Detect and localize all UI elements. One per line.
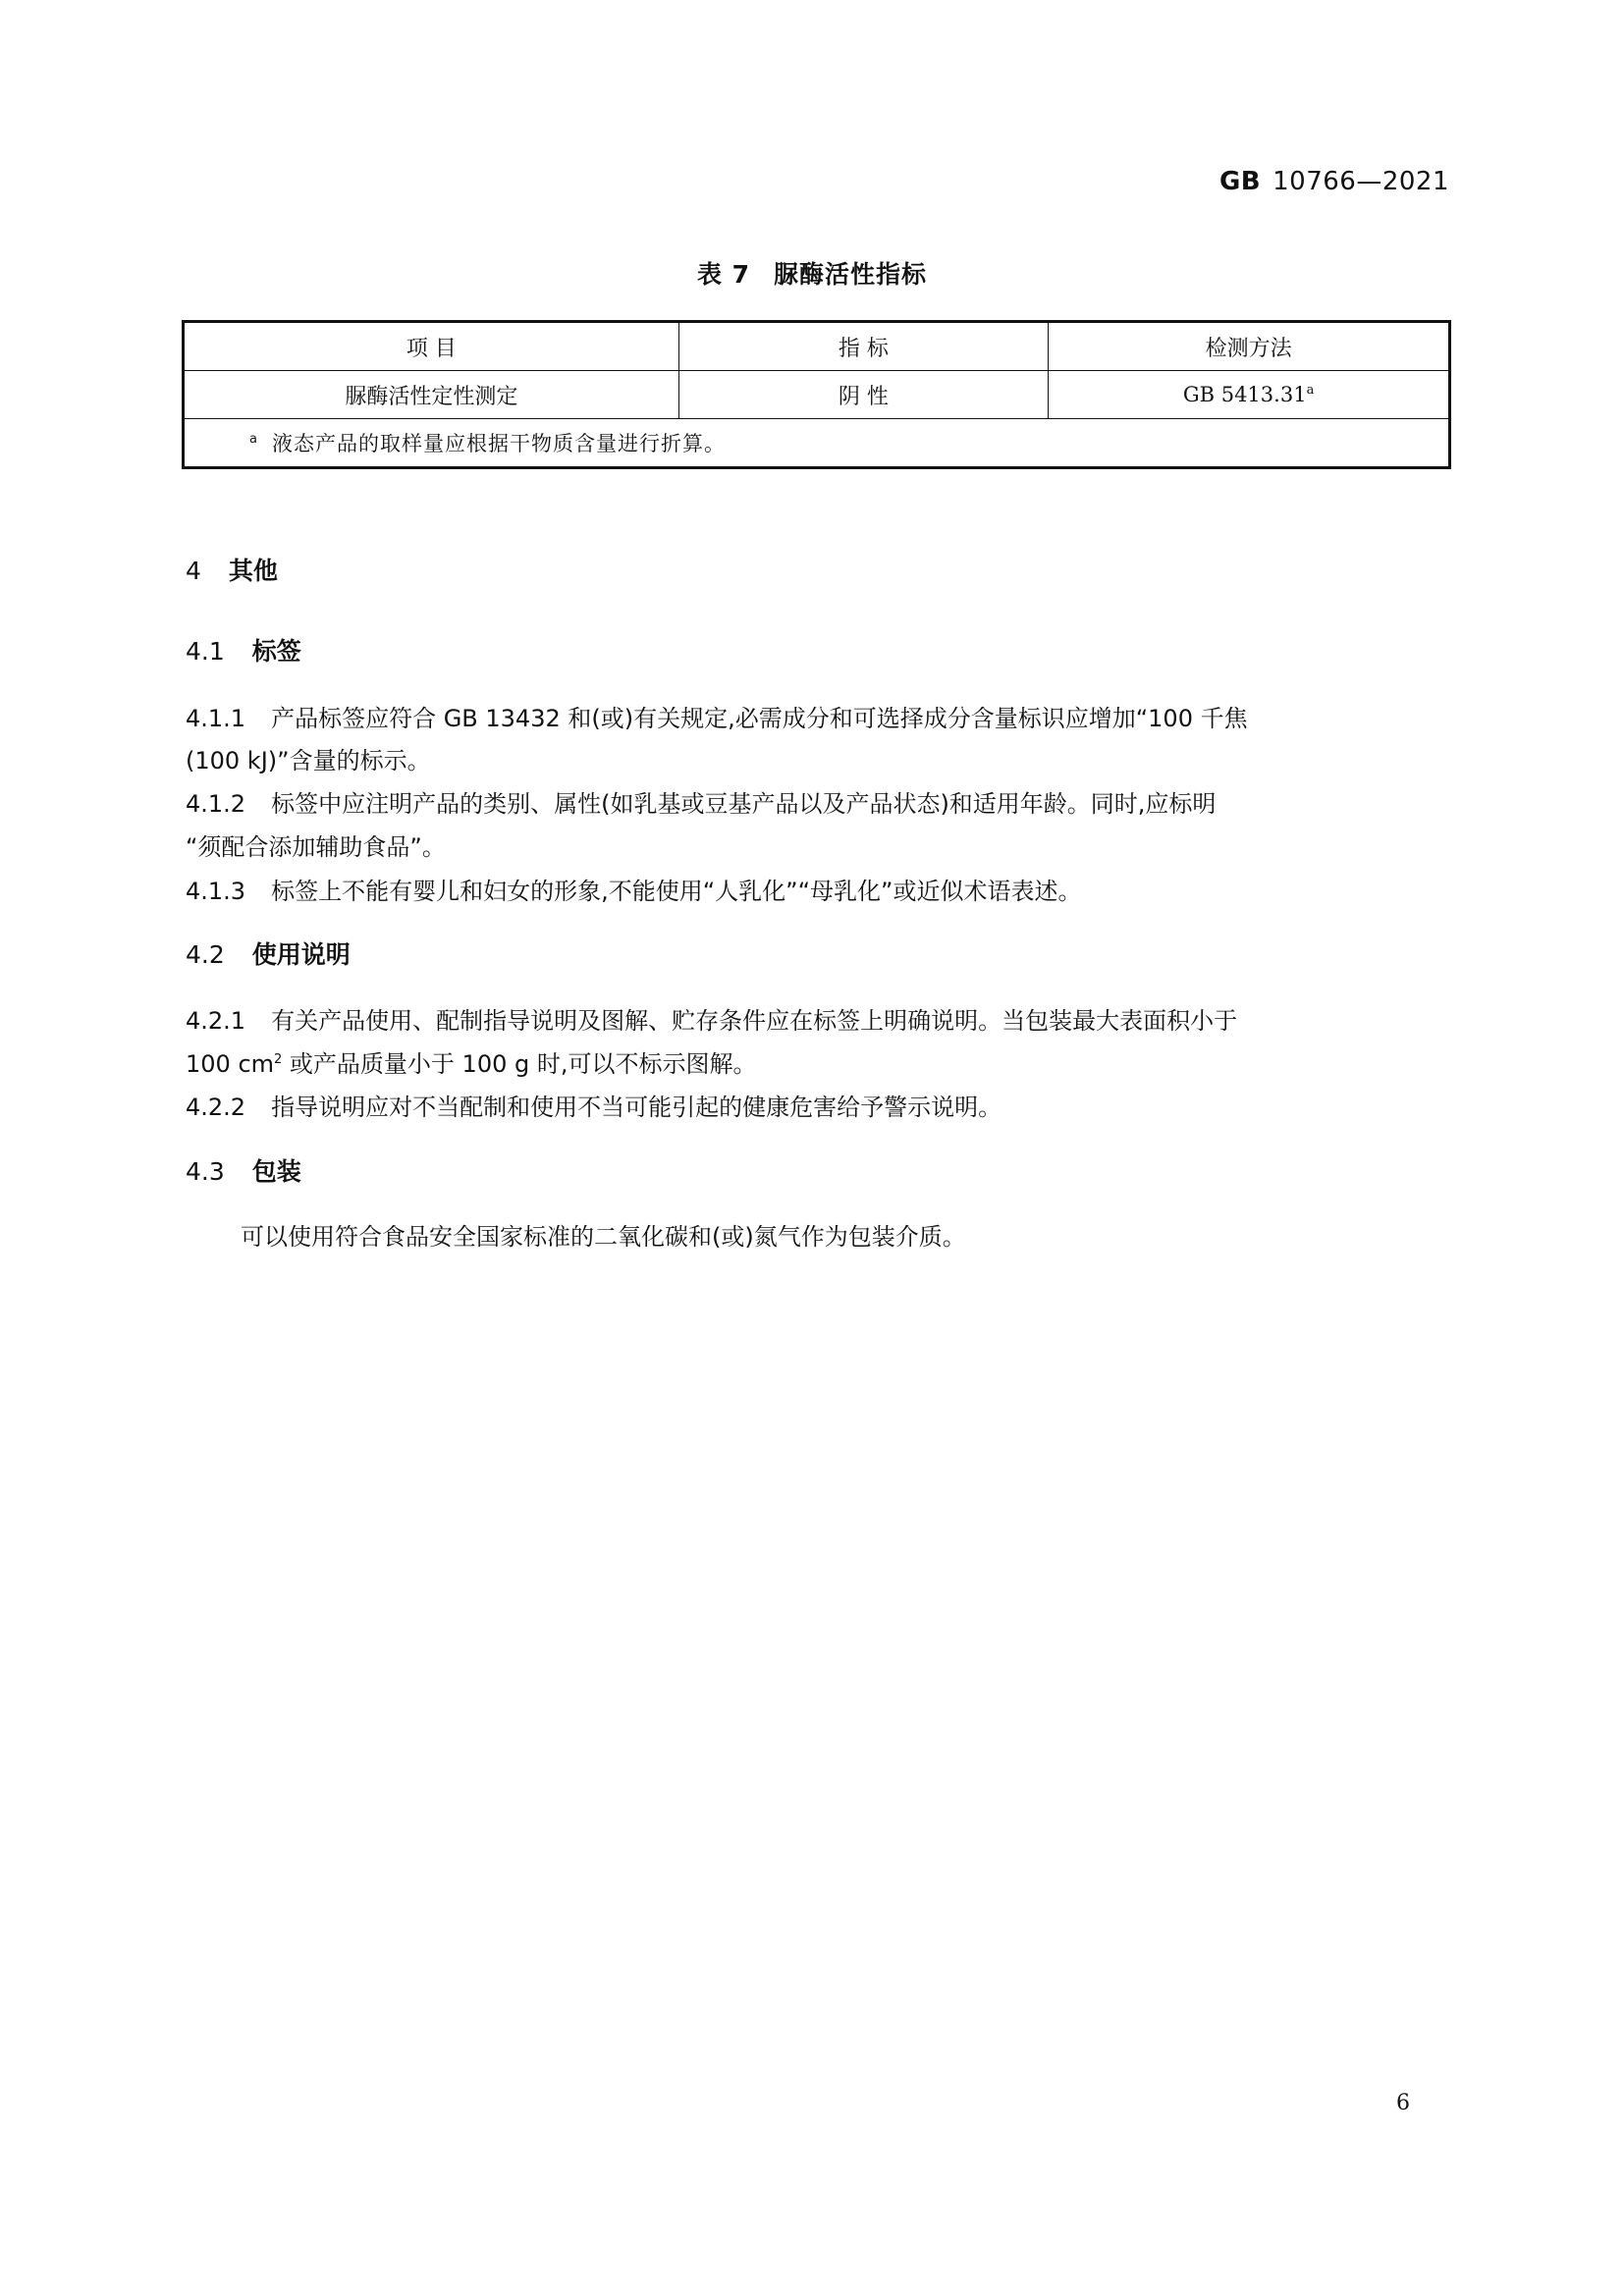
table-header-item: 项 目 xyxy=(184,322,679,371)
clause-number: 4.1.1 xyxy=(186,705,246,732)
clause-number: 4.1.2 xyxy=(186,790,246,818)
table-caption-title: 脲酶活性指标 xyxy=(774,260,928,289)
section-number: 4.2 xyxy=(186,940,225,969)
clause-4-2-2 xyxy=(186,1088,1001,1122)
standard-code xyxy=(1219,167,1449,196)
clause-4-3-text: 可以使用符合食品安全国家标准的二氧化碳和(或)氮气作为包装介质。 xyxy=(241,1223,966,1251)
section-title: 标签 xyxy=(251,637,301,666)
section-title: 使用说明 xyxy=(251,940,351,969)
clause-4-2-1 xyxy=(186,1001,1237,1036)
section-heading-4-1 xyxy=(186,632,301,667)
section-number: 4 xyxy=(186,557,201,585)
standard-number: 10766—2021 xyxy=(1272,167,1449,196)
table-cell-item: 脲酶活性定性测定 xyxy=(184,371,679,419)
clause-text: 指导说明应对不当配制和使用不当可能引起的健康危害给予警示说明。 xyxy=(271,1094,1002,1121)
section-number: 4.1 xyxy=(186,637,225,666)
table-footnote xyxy=(184,419,1450,468)
clause-4-1-2-continuation: “须配合添加辅助食品”。 xyxy=(186,833,446,861)
table-row xyxy=(184,371,1450,419)
clause-number: 4.2.1 xyxy=(186,1007,246,1035)
continuation-text: 100 cm xyxy=(186,1050,275,1078)
page-number: 6 xyxy=(1396,2091,1410,2115)
method-note-mark: a xyxy=(1306,383,1315,398)
clause-4-1-1 xyxy=(186,699,1248,733)
table-footnote-row xyxy=(184,419,1450,468)
table-cell-method xyxy=(1049,371,1450,419)
table-header-row xyxy=(184,322,1450,371)
table-header-index: 指 标 xyxy=(678,322,1049,371)
clause-4-2-1-continuation xyxy=(186,1044,756,1079)
unit-superscript: 2 xyxy=(274,1052,283,1067)
urease-activity-table xyxy=(182,320,1451,469)
section-heading-4-2 xyxy=(186,935,351,971)
table-cell-index: 阴 性 xyxy=(678,371,1049,419)
footnote-mark: a xyxy=(249,432,258,447)
table-header-method: 检测方法 xyxy=(1049,322,1450,371)
method-text: GB 5413.31 xyxy=(1182,383,1307,406)
section-heading-4 xyxy=(186,552,278,587)
clause-4-1-2 xyxy=(186,784,1216,819)
standard-prefix: GB xyxy=(1218,167,1262,196)
clause-text: 有关产品使用、配制指导说明及图解、贮存条件应在标签上明确说明。当包装最大表面积小于 xyxy=(271,1007,1238,1035)
clause-text: 标签中应注明产品的类别、属性(如乳基或豆基产品以及产品状态)和适用年龄。同时,应标明 xyxy=(271,790,1217,818)
section-heading-4-3 xyxy=(186,1152,301,1188)
clause-number: 4.1.3 xyxy=(186,878,246,905)
continuation-text: 或产品质量小于 100 g 时,可以不标示图解。 xyxy=(282,1050,757,1078)
clause-4-1-3 xyxy=(186,872,1081,906)
clause-text: 标签上不能有婴儿和妇女的形象,不能使用“人乳化”“母乳化”或近似术语表述。 xyxy=(271,878,1082,905)
clause-4-1-1-continuation: (100 kJ)”含量的标示。 xyxy=(186,747,431,774)
section-title: 其他 xyxy=(228,557,278,585)
section-number: 4.3 xyxy=(186,1157,225,1186)
table-caption xyxy=(0,255,1624,291)
clause-text: 产品标签应符合 GB 13432 和(或)有关规定,必需成分和可选择成分含量标识应增加“100 千焦 xyxy=(271,705,1248,732)
section-title: 包装 xyxy=(251,1157,301,1186)
clause-number: 4.2.2 xyxy=(186,1094,246,1121)
table-caption-number: 表 7 xyxy=(696,260,751,289)
footnote-text: 液态产品的取样量应根据干物质含量进行折算。 xyxy=(271,432,726,455)
